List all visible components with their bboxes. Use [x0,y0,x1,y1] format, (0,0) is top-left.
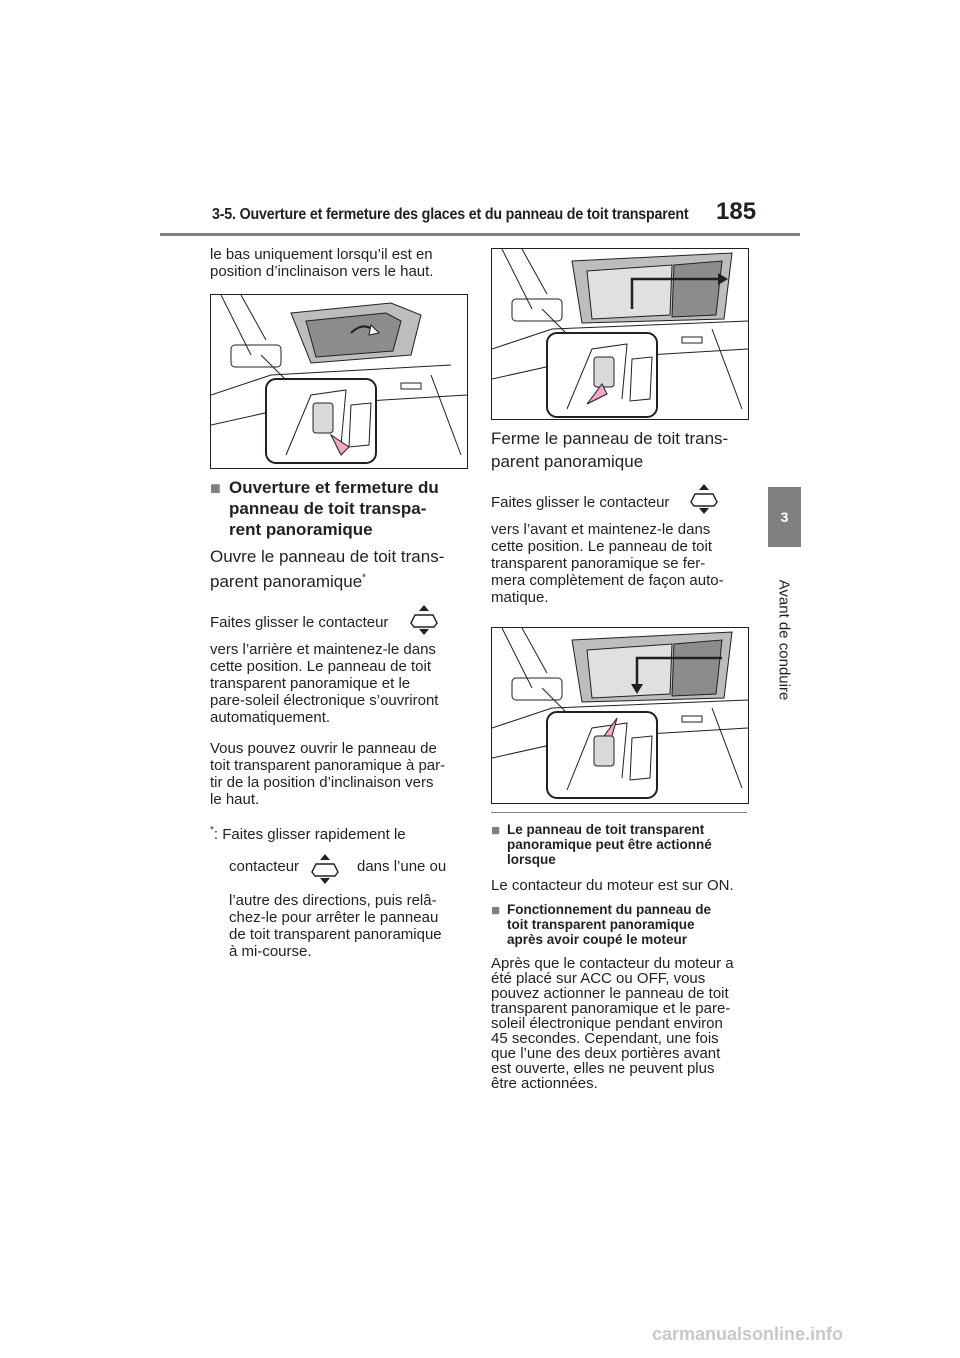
close-slide-text: Faites glisser le contacteur [491,494,670,511]
open-title-line-2 [210,571,366,593]
square-bullet-icon: ■ [491,822,501,839]
note-line-4: chez-le pour arrêter le panneau [229,909,439,926]
figure-open [491,248,749,420]
open-title-footnote-mark: * [362,572,367,584]
note2-p-line-5: soleil électronique pendant environ [491,1015,723,1032]
note2-p-line-9: être actionnées. [491,1075,598,1092]
note1-bullet [491,822,500,840]
note2-p-line-1: Après que le contacteur du moteur a [491,955,734,972]
open-p2-line-4: le haut. [210,791,260,808]
sunroof-tilt-illustration [211,295,467,468]
note-footnote-mark: * [210,825,214,836]
note2-line-1: Fonctionnement du panneau de [507,902,712,917]
close-p-line-1: vers l’avant et maintenez-le dans [491,521,711,538]
note1-text: Le contacteur du moteur est sur ON. [491,877,734,894]
heading-open-close [210,478,221,499]
figure-close [491,627,749,804]
note2-p-line-8: est ouverte, elles ne peuvent plus [491,1060,715,1077]
open-p1-line-4: pare-soleil électronique s’ouvriront [210,692,439,709]
page-number: 185 [716,198,757,225]
close-p-line-4: mera complètement de façon auto- [491,572,724,589]
roof-switch-icon [687,482,721,516]
open-title-line-1: Ouvre le panneau de toit trans- [210,547,445,566]
note-line-2a: contacteur [229,858,300,875]
figure-tilt-down [210,294,468,469]
open-slide-text: Faites glisser le contacteur [210,614,389,631]
note1-line-1: Le panneau de toit transparent [507,822,705,837]
note2-bullet [491,902,500,920]
note-line-2b: dans l’une ou [357,858,447,875]
note-text-1: : Faites glisser rapidement le [213,826,406,843]
note1-line-2: panoramique peut être actionné [507,837,712,852]
intro-line-1: le bas uniquement lorsqu’il est en [210,246,433,263]
note-line-1 [210,826,406,843]
open-title-text: parent panoramique [210,572,363,591]
note1-line-3: lorsque [507,852,556,867]
open-slide-line [210,614,388,631]
note2-p-line-4: transparent panoramique et le pare- [491,1000,731,1017]
roof-switch-icon [407,603,441,637]
close-title-line-2: parent panoramique [491,452,644,471]
sunroof-open-illustration [492,249,748,419]
note2-line-2: toit transparent panoramique [507,917,695,932]
note-line-5: de toit transparent panoramique [229,926,442,943]
chapter-tab: 3 [768,487,801,547]
note2-line-3: après avoir coupé le moteur [507,932,688,947]
note-line-3: l’autre des directions, puis relâ- [229,892,437,909]
heading-line-2: panneau de toit transpa- [229,499,427,518]
heading-line-1: Ouverture et fermeture du [229,478,439,497]
separator [491,812,747,813]
close-p-line-3: transparent panoramique se fer- [491,555,706,572]
heading-line-3: rent panoramique [229,520,373,539]
note2-p-line-3: pouvez actionner le panneau de toit [491,985,729,1002]
chapter-title-vertical [766,575,802,705]
open-p1-line-5: automatiquement. [210,709,331,726]
note2-p-line-2: été placé sur ACC ou OFF, vous [491,970,706,987]
note2-p-line-7: que l’une des deux portières avant [491,1045,721,1062]
watermark: carmanualsonline.info [652,1324,844,1344]
open-p1-line-2: cette position. Le panneau de toit [210,658,432,675]
header-rule [160,233,800,236]
square-bullet-icon: ■ [210,478,221,498]
open-p1-line-1: vers l’arrière et maintenez-le dans [210,641,436,658]
open-p2-line-1: Vous pouvez ouvrir le panneau de [210,740,437,757]
roof-switch-icon [308,852,342,886]
note-line-6: à mi-course. [229,943,312,960]
section-title: 3-5. Ouverture et fermeture des glaces et du panneau de toit transparent [212,206,689,223]
close-p-line-2: cette position. Le panneau de toit [491,538,713,555]
chapter-title: Avant de conduire [775,579,793,701]
open-p2-line-3: tir de la position d’inclinaison vers [210,774,434,791]
close-title-line-1: Ferme le panneau de toit trans- [491,429,729,448]
sunroof-close-illustration [492,628,748,803]
note2-p-line-6: 45 secondes. Cependant, une fois [491,1030,719,1047]
intro-line-2: position d’inclinaison vers le haut. [210,263,434,280]
square-bullet-icon: ■ [491,902,501,919]
open-p1-line-3: transparent panoramique et le [210,675,411,692]
open-p2-line-2: toit transparent panoramique à par- [210,757,446,774]
close-p-line-5: matique. [491,589,549,606]
